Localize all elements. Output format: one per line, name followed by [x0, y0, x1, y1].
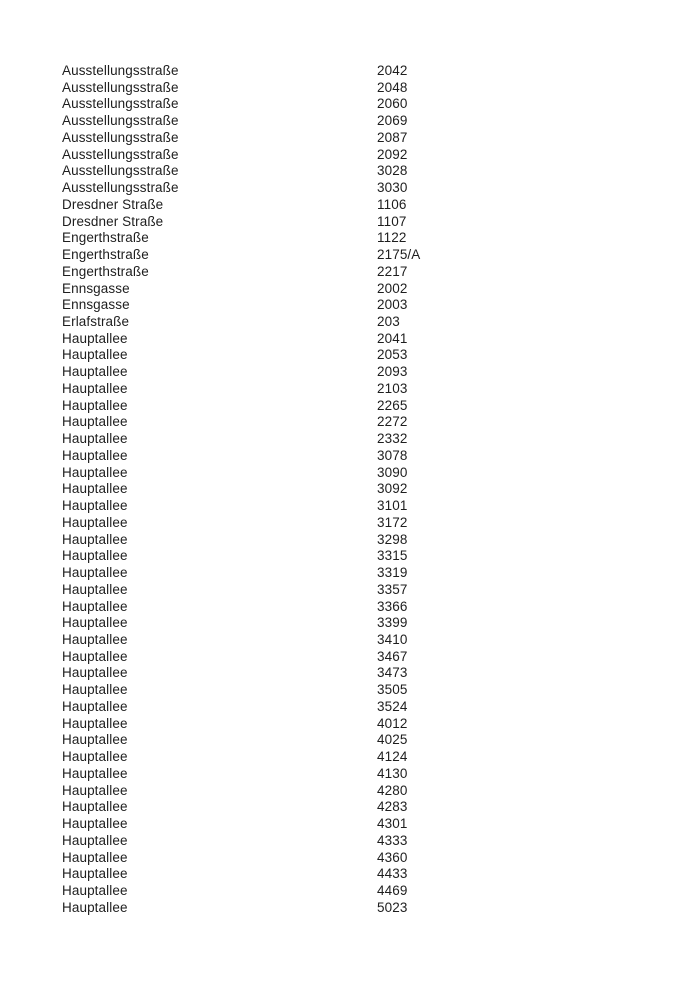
table-row: [62, 816, 420, 833]
number-cell: 2048: [377, 79, 408, 95]
table-row: [62, 130, 420, 147]
table-row: [62, 147, 420, 164]
number-cell: 3078: [377, 447, 408, 463]
table-row: [62, 113, 420, 130]
table-row: [62, 448, 420, 465]
number-cell: 4025: [377, 732, 408, 748]
number-cell: 2265: [377, 397, 408, 413]
street-cell: Hauptallee: [62, 631, 128, 647]
street-cell: Hauptallee: [62, 464, 128, 480]
number-cell: 1106: [377, 196, 407, 212]
street-cell: Hauptallee: [62, 715, 128, 731]
street-cell: Hauptallee: [62, 598, 128, 614]
street-cell: Hauptallee: [62, 765, 128, 781]
table-row: [62, 381, 420, 398]
table-row: [62, 431, 420, 448]
number-cell: 1107: [377, 213, 407, 229]
number-cell: 2053: [377, 347, 408, 363]
table-row: [62, 682, 420, 699]
number-cell: 4360: [377, 849, 408, 865]
number-cell: 3030: [377, 180, 408, 196]
number-cell: 3090: [377, 464, 408, 480]
table-row: [62, 665, 420, 682]
street-cell: Hauptallee: [62, 882, 128, 898]
number-cell: 3524: [377, 698, 408, 714]
street-cell: Ausstellungsstraße: [62, 180, 179, 196]
street-cell: Hauptallee: [62, 347, 128, 363]
street-cell: Hauptallee: [62, 380, 128, 396]
number-cell: 4333: [377, 832, 408, 848]
street-cell: Ausstellungsstraße: [62, 113, 179, 129]
number-cell: 3505: [377, 682, 408, 698]
number-cell: 4124: [377, 749, 408, 765]
number-cell: 3473: [377, 665, 408, 681]
table-row: [62, 80, 420, 97]
table-row: [62, 582, 420, 599]
table-row: [62, 716, 420, 733]
street-cell: Ennsgasse: [62, 297, 130, 313]
table-row: [62, 481, 420, 498]
table-row: [62, 649, 420, 666]
table-row: [62, 214, 420, 231]
table-row: [62, 548, 420, 565]
table-row: [62, 599, 420, 616]
table-row: [62, 314, 420, 331]
table-row: [62, 63, 420, 80]
number-cell: 4301: [377, 816, 408, 832]
number-cell: 3092: [377, 481, 408, 497]
table-row: [62, 799, 420, 816]
number-cell: 4433: [377, 866, 408, 882]
street-cell: Hauptallee: [62, 866, 128, 882]
number-cell: 2217: [377, 263, 408, 279]
table-row: [62, 498, 420, 515]
number-cell: 2060: [377, 96, 408, 112]
number-cell: 2093: [377, 364, 408, 380]
table-row: [62, 281, 420, 298]
number-cell: 203: [377, 314, 400, 330]
table-row: [62, 632, 420, 649]
number-cell: 3366: [377, 598, 408, 614]
street-cell: Ausstellungsstraße: [62, 96, 179, 112]
number-cell: 2087: [377, 129, 408, 145]
table-row: [62, 615, 420, 632]
table-row: [62, 900, 420, 917]
street-cell: Engerthstraße: [62, 247, 149, 263]
number-cell: 4012: [377, 715, 408, 731]
number-cell: 2069: [377, 113, 408, 129]
street-cell: Engerthstraße: [62, 230, 149, 246]
table-row: [62, 850, 420, 867]
number-cell: 2002: [377, 280, 408, 296]
table-row: [62, 749, 420, 766]
table-row: [62, 96, 420, 113]
street-cell: Hauptallee: [62, 548, 128, 564]
street-cell: Dresdner Straße: [62, 196, 164, 212]
number-cell: 3319: [377, 565, 408, 581]
number-cell: 3172: [377, 514, 408, 530]
table-row: [62, 465, 420, 482]
number-cell: 3410: [377, 631, 408, 647]
table-row: [62, 732, 420, 749]
street-cell: Hauptallee: [62, 481, 128, 497]
street-number-list: [62, 63, 420, 916]
street-cell: Hauptallee: [62, 498, 128, 514]
street-cell: Ausstellungsstraße: [62, 163, 179, 179]
street-cell: Engerthstraße: [62, 263, 149, 279]
street-cell: Hauptallee: [62, 682, 128, 698]
table-row: [62, 766, 420, 783]
table-row: [62, 866, 420, 883]
number-cell: 2175/A: [377, 247, 421, 263]
number-cell: 2092: [377, 146, 408, 162]
street-cell: Hauptallee: [62, 531, 128, 547]
number-cell: 4280: [377, 782, 408, 798]
table-row: [62, 230, 420, 247]
street-cell: Hauptallee: [62, 832, 128, 848]
table-row: [62, 515, 420, 532]
number-cell: 4130: [377, 765, 408, 781]
number-cell: 5023: [377, 899, 408, 915]
number-cell: 3357: [377, 581, 408, 597]
number-cell: 2042: [377, 63, 408, 78]
number-cell: 3101: [377, 498, 408, 514]
table-row: [62, 883, 420, 900]
table-row: [62, 247, 420, 264]
street-cell: Hauptallee: [62, 431, 128, 447]
street-cell: Ausstellungsstraße: [62, 146, 179, 162]
number-cell: 3467: [377, 648, 408, 664]
table-row: [62, 180, 420, 197]
street-cell: Hauptallee: [62, 565, 128, 581]
street-cell: Hauptallee: [62, 732, 128, 748]
street-cell: Hauptallee: [62, 514, 128, 530]
table-row: [62, 414, 420, 431]
number-cell: 2003: [377, 297, 408, 313]
street-cell: Hauptallee: [62, 581, 128, 597]
table-row: [62, 163, 420, 180]
number-cell: 2041: [377, 330, 408, 346]
table-row: [62, 833, 420, 850]
number-cell: 2272: [377, 414, 408, 430]
street-cell: Erlafstraße: [62, 314, 130, 330]
street-cell: Hauptallee: [62, 447, 128, 463]
table-row: [62, 565, 420, 582]
street-cell: Hauptallee: [62, 799, 128, 815]
number-cell: 4469: [377, 882, 408, 898]
table-row: [62, 264, 420, 281]
street-cell: Ennsgasse: [62, 280, 130, 296]
number-cell: 3028: [377, 163, 408, 179]
table-row: [62, 398, 420, 415]
street-cell: Hauptallee: [62, 364, 128, 380]
number-cell: 2332: [377, 431, 408, 447]
street-cell: Ausstellungsstraße: [62, 129, 179, 145]
table-row: [62, 532, 420, 549]
number-cell: 3315: [377, 548, 408, 564]
number-cell: 2103: [377, 380, 408, 396]
table-row: [62, 197, 420, 214]
table-row: [62, 347, 420, 364]
street-cell: Ausstellungsstraße: [62, 79, 179, 95]
street-cell: Hauptallee: [62, 698, 128, 714]
table-row: [62, 364, 420, 381]
street-cell: Dresdner Straße: [62, 213, 164, 229]
table-row: [62, 783, 420, 800]
number-cell: 3298: [377, 531, 408, 547]
street-cell: Hauptallee: [62, 816, 128, 832]
street-cell: Hauptallee: [62, 615, 128, 631]
table-row: [62, 699, 420, 716]
table-row: [62, 297, 420, 314]
number-cell: 4283: [377, 799, 408, 815]
street-cell: Hauptallee: [62, 397, 128, 413]
street-cell: Hauptallee: [62, 749, 128, 765]
street-cell: Hauptallee: [62, 782, 128, 798]
table-row: [62, 331, 420, 348]
number-cell: 3399: [377, 615, 408, 631]
street-cell: Hauptallee: [62, 899, 128, 915]
street-cell: Hauptallee: [62, 330, 128, 346]
street-cell: Hauptallee: [62, 849, 128, 865]
street-cell: Ausstellungsstraße: [62, 63, 179, 78]
street-cell: Hauptallee: [62, 414, 128, 430]
number-cell: 1122: [377, 230, 407, 246]
street-cell: Hauptallee: [62, 665, 128, 681]
street-cell: Hauptallee: [62, 648, 128, 664]
